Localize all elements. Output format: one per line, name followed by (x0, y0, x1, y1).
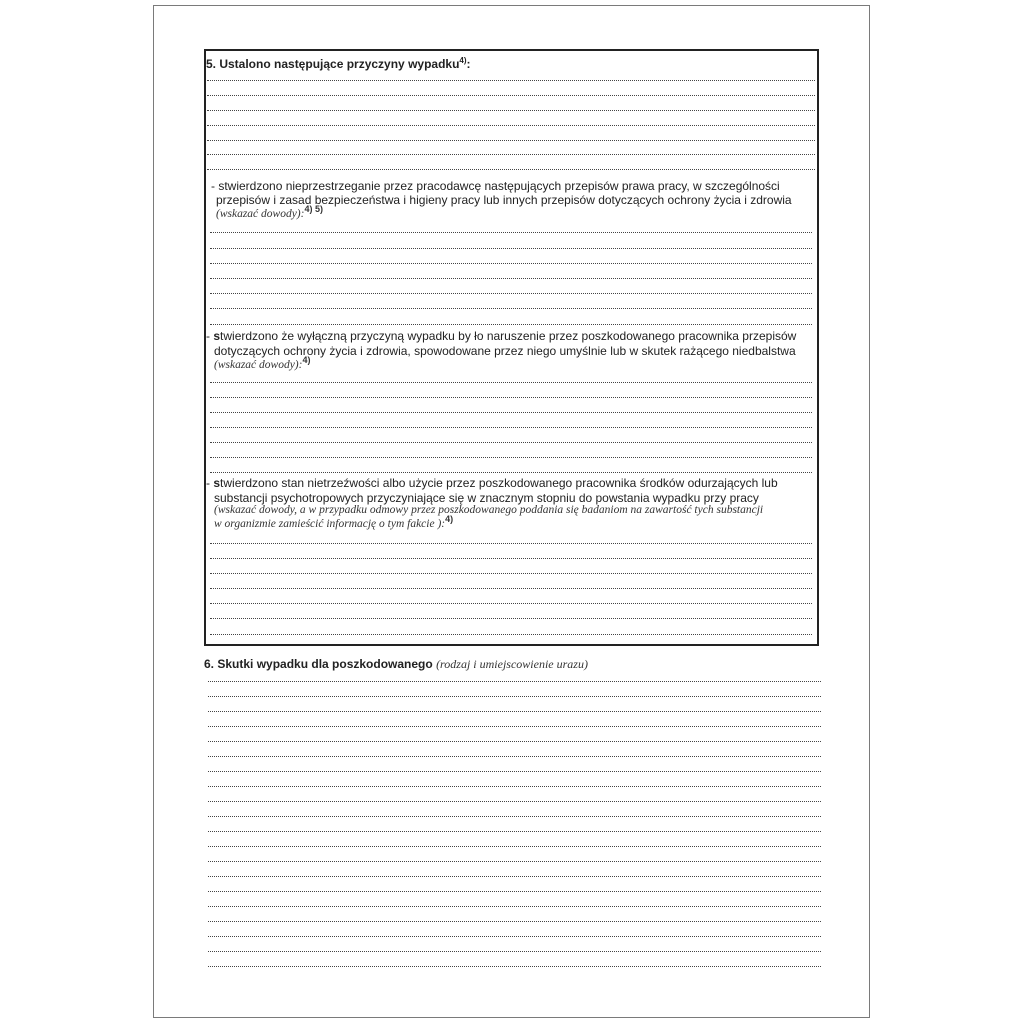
item-intoxication-line2: substancji psychotropowych przyczyniające się w znacznym stopniu do powstania wypadku przy pracy (214, 491, 759, 505)
dotted-writing-line (207, 80, 815, 81)
item-intoxication-hint2 (214, 514, 454, 531)
section-6-hint: (rodzaj i umiejscowienie urazu) (436, 657, 588, 671)
section-5-title-text: 5. Ustalono następujące przyczyny wypadku (206, 57, 460, 71)
dotted-writing-line (208, 786, 821, 787)
item-employee-fault-line1 (206, 329, 796, 343)
dotted-writing-line (208, 801, 821, 802)
item-employer-violation-line1: - stwierdzono nieprzestrzeganie przez pracodawcę następujących przepisów prawa pracy, w szczególności (211, 179, 780, 193)
dotted-writing-line (210, 573, 812, 574)
dotted-writing-line (210, 293, 812, 294)
dotted-writing-line (207, 110, 815, 111)
dotted-writing-line (210, 442, 812, 443)
dotted-writing-line (210, 558, 812, 559)
intoxication-bold-letter: s (213, 476, 221, 490)
section-6-title (204, 657, 588, 672)
item-intoxication-line1 (206, 476, 778, 490)
dotted-writing-line (210, 263, 812, 264)
section-5-title-colon: : (466, 57, 471, 71)
dotted-writing-line (210, 427, 812, 428)
dotted-writing-line (210, 588, 812, 589)
item-employee-fault-line2: dotyczących ochrony życia i zdrowia, spowodowane przez niego umyślnie lub w skutek rażącego niedbalstwa (214, 344, 796, 358)
dotted-writing-line (207, 169, 815, 170)
intoxication-ref: 4) (445, 514, 454, 525)
employee-fault-hint-text: (wskazać dowody): (214, 359, 303, 371)
item-intoxication-hint1: (wskazać dowody, a w przypadku odmowy przez poszkodowanego poddania się badaniom na zawartość tych substancji (214, 504, 764, 516)
dotted-writing-line (210, 618, 812, 619)
dotted-writing-line (208, 891, 821, 892)
dotted-writing-line (210, 278, 812, 279)
dotted-writing-line (208, 906, 821, 907)
item-employee-fault-hint (214, 355, 311, 372)
dotted-writing-line (208, 951, 821, 952)
dotted-writing-line (207, 95, 815, 96)
dotted-writing-line (208, 726, 821, 727)
dotted-writing-line (210, 634, 812, 635)
dotted-writing-line (208, 756, 821, 757)
dotted-writing-line (210, 412, 812, 413)
dotted-writing-line (210, 324, 812, 325)
dotted-writing-line (208, 846, 821, 847)
intoxication-prefix: - (206, 476, 214, 490)
dotted-writing-line (210, 248, 812, 249)
employee-fault-line1-text: twierdzono że wyłączną przyczyną wypadku by ło naruszenie przez poszkodowanego pracownika przepisów (220, 329, 797, 343)
dotted-writing-line (210, 232, 812, 233)
employee-fault-ref: 4) (302, 355, 311, 366)
employer-violation-ref: 4) 5) (304, 204, 323, 215)
dotted-writing-line (208, 816, 821, 817)
dotted-writing-line (208, 921, 821, 922)
dotted-writing-line (208, 741, 821, 742)
section-5-title-ref: 4) (459, 56, 467, 65)
dotted-writing-line (208, 936, 821, 937)
item-employer-violation-hint (216, 204, 323, 221)
employee-fault-bold-letter: s (213, 329, 221, 343)
dotted-writing-line (210, 382, 812, 383)
dotted-writing-line (208, 696, 821, 697)
dotted-writing-line (210, 397, 812, 398)
dotted-writing-line (208, 966, 821, 967)
dotted-writing-line (210, 472, 812, 473)
dotted-writing-line (207, 125, 815, 126)
intoxication-hint2-text: w organizmie zamieścić informację o tym fakcie ): (214, 518, 446, 530)
dotted-writing-line (207, 140, 815, 141)
section-5-title (206, 57, 471, 71)
employee-fault-prefix: - (206, 329, 214, 343)
dotted-writing-line (208, 711, 821, 712)
dotted-writing-line (208, 876, 821, 877)
dotted-writing-line (210, 543, 812, 544)
dotted-writing-line (208, 681, 821, 682)
dotted-writing-line (207, 154, 815, 155)
dotted-writing-line (210, 603, 812, 604)
dotted-writing-line (208, 861, 821, 862)
dotted-writing-line (210, 457, 812, 458)
item-employer-violation-line2: przepisów i zasad bezpieczeństwa i higieny pracy lub innych przepisów dotyczących ochrony życia i zdrowia (216, 193, 792, 207)
section-6-title-text: 6. Skutki wypadku dla poszkodowanego (204, 657, 433, 671)
dotted-writing-line (210, 308, 812, 309)
employer-violation-hint-text: (wskazać dowody): (216, 208, 305, 220)
dotted-writing-line (208, 831, 821, 832)
form-page (153, 5, 870, 1018)
intoxication-line1-text: twierdzono stan nietrzeźwości albo użycie przez poszkodowanego pracownika środków odurzających lub (220, 476, 778, 490)
dotted-writing-line (208, 771, 821, 772)
